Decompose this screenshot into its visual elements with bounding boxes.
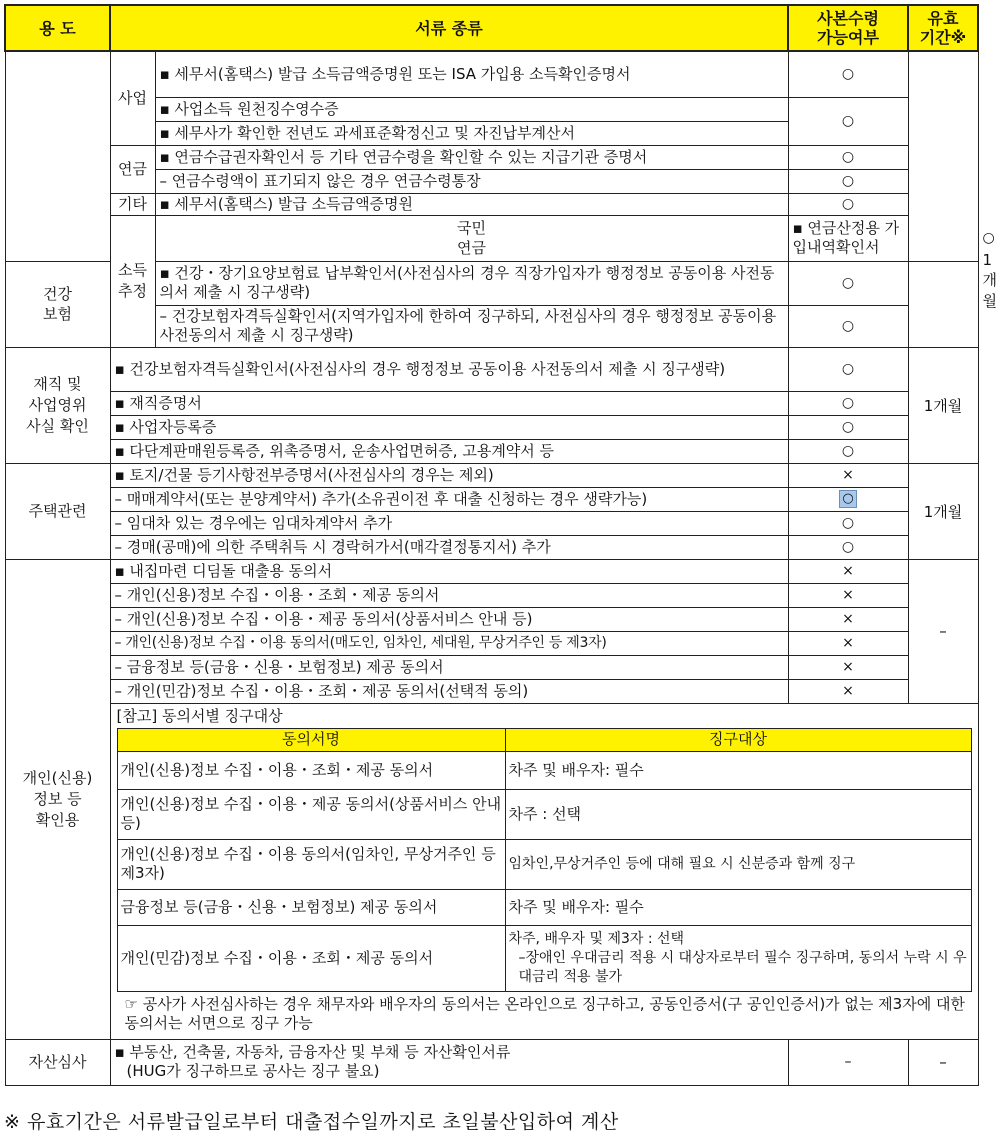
valid-period: 1개월 xyxy=(908,347,978,463)
table-row xyxy=(117,925,971,991)
required-documents-table xyxy=(4,4,997,1086)
copy-mark: ○ xyxy=(788,97,908,145)
header-docs: 서류 종류 xyxy=(110,5,788,51)
table-row xyxy=(5,703,978,1039)
valid-period: – xyxy=(908,1039,978,1085)
inner-header xyxy=(117,728,971,751)
table-row xyxy=(5,583,978,607)
copy-mark: ○ xyxy=(788,535,908,559)
consent-target: 차주 : 선택 xyxy=(505,789,971,839)
consent-name: 금융정보 등(금융・신용・보험정보) 제공 동의서 xyxy=(117,889,505,925)
table-row xyxy=(5,487,978,511)
header-copy: 사본수령 가능여부 xyxy=(788,5,908,51)
consent-name: 개인(신용)정보 수집・이용 동의서(임차인, 무상거주인 등 제3자) xyxy=(117,839,505,889)
doc-item: ▪ 사업자등록증 xyxy=(110,415,788,439)
doc-item: ▪ 세무서(홈택스) 발급 소득금액증명원 xyxy=(155,193,788,215)
category-employment: 재직 및 사업영위 사실 확인 xyxy=(5,347,110,463)
table-row xyxy=(5,193,978,215)
table-row xyxy=(5,535,978,559)
sub-other: 기타 xyxy=(110,193,155,215)
doc-item: – 임대차 있는 경우에는 임대차계약서 추가 xyxy=(110,511,788,535)
copy-mark: ○ xyxy=(788,169,908,193)
table-row xyxy=(5,439,978,463)
copy-mark: ○ xyxy=(788,347,908,391)
consent-target: 차주, 배우자 및 제3자 : 선택 –장애인 우대금리 적용 시 대상자로부터 필수 징구하며, 동의서 누락 시 우대금리 적용 불가 xyxy=(505,925,971,991)
copy-mark: ○ xyxy=(788,261,908,305)
consent-target-table xyxy=(117,728,972,992)
doc-item: – 개인(신용)정보 수집・이용・제공 동의서(상품서비스 안내 등) xyxy=(110,607,788,631)
table-row xyxy=(5,607,978,631)
copy-mark: × xyxy=(788,463,908,487)
doc-item: ▪ 연금수급권자확인서 등 기타 연금수령을 확인할 수 있는 지급기관 증명서 xyxy=(155,145,788,169)
consent-target: 차주 및 배우자: 필수 xyxy=(505,889,971,925)
table-row xyxy=(5,631,978,655)
copy-mark: – xyxy=(788,1039,908,1085)
consent-reference-box xyxy=(110,703,978,1039)
doc-item: – 개인(신용)정보 수집・이용 동의서(매도인, 임차인, 세대원, 무상거주인 등 제3자) xyxy=(110,631,788,655)
doc-item: ▪ 사업소득 원천징수영수증 xyxy=(155,97,788,121)
table-row: 소득추정 국민 연금 ▪ 연금산정용 가입내역확인서 ○ 1개월 xyxy=(5,215,978,261)
table-row xyxy=(117,789,971,839)
category-housing: 주택관련 xyxy=(5,463,110,559)
table-row xyxy=(5,145,978,169)
doc-item: – 매매계약서(또는 분양계약서) 추가(소유권이전 후 대출 신청하는 경우 생략가능) xyxy=(110,487,788,511)
doc-item: ▪ 세무서(홈택스) 발급 소득금액증명원 또는 ISA 가입용 소득확인증명서 xyxy=(155,51,788,97)
table-row xyxy=(5,1039,978,1085)
sub-pension: 연금 xyxy=(110,145,155,193)
category-income-proof xyxy=(5,51,110,261)
table-row xyxy=(5,559,978,583)
copy-mark: × xyxy=(788,655,908,679)
copy-mark: × xyxy=(788,631,908,655)
header-valid: 유효 기간※ xyxy=(908,5,978,51)
consent-target: 임차인,무상거주인 등에 대해 필요 시 신분증과 함께 징구 xyxy=(505,839,971,889)
reference-title: [참고] 동의서별 징구대상 xyxy=(116,706,283,725)
doc-item: ▪ 세무사가 확인한 전년도 과세표준확정신고 및 자진납부계산서 xyxy=(155,121,788,145)
valid-empty xyxy=(908,51,978,261)
table-row xyxy=(117,751,971,789)
copy-mark: × xyxy=(788,607,908,631)
table-row xyxy=(5,679,978,703)
doc-item: ▪ 토지/건물 등기사항전부증명서(사전심사의 경우는 제외) xyxy=(110,463,788,487)
table-header xyxy=(5,5,978,51)
doc-item: – 개인(신용)정보 수집・이용・조회・제공 동의서 xyxy=(110,583,788,607)
copy-mark: ○ xyxy=(788,145,908,169)
table-row xyxy=(117,889,971,925)
copy-mark: ○ xyxy=(788,415,908,439)
consent-name: 개인(신용)정보 수집・이용・제공 동의서(상품서비스 안내 등) xyxy=(117,789,505,839)
category-asset: 자산심사 xyxy=(5,1039,110,1085)
table-row xyxy=(5,391,978,415)
doc-item: – 연금수령액이 표기되지 않은 경우 연금수령통장 xyxy=(155,169,788,193)
doc-item: – 건강보험자격득실확인서(지역가입자에 한하여 징구하되, 사전심사의 경우 행정정보 공동이용 사전동의서 제출 시 징구생략) xyxy=(155,305,788,347)
copy-mark: ○ xyxy=(788,439,908,463)
bottom-note: ※ 유효기간은 서류발급일로부터 대출접수일까지로 초일불산입하여 계산 xyxy=(4,1111,619,1133)
inner-header-target: 징구대상 xyxy=(505,728,971,751)
table-row xyxy=(5,415,978,439)
table-row xyxy=(5,347,978,391)
doc-item: ▪ 다단계판매원등록증, 위촉증명서, 운송사업면허증, 고용계약서 등 xyxy=(110,439,788,463)
doc-item: ▪ 연금산정용 가입내역확인서 xyxy=(788,215,908,261)
table-row xyxy=(117,839,971,889)
table-row xyxy=(5,463,978,487)
category-income-estimate: 소득추정 xyxy=(110,215,155,347)
doc-item: – 금융정보 등(금융・신용・보험정보) 제공 동의서 xyxy=(110,655,788,679)
doc-item: ▪ 재직증명서 xyxy=(110,391,788,415)
sub-health-insurance: 건강 보험 xyxy=(5,261,110,347)
table-row xyxy=(5,655,978,679)
doc-item: ▪ 내집마련 디딤돌 대출용 동의서 xyxy=(110,559,788,583)
category-consent: 개인(신용) 정보 등 확인용 xyxy=(5,559,110,1039)
sub-business: 사업 xyxy=(110,51,155,145)
consent-name: 개인(신용)정보 수집・이용・조회・제공 동의서 xyxy=(117,751,505,789)
consent-footnote: ☞ 공사가 사전심사하는 경우 채무자와 배우자의 동의서는 온라인으로 징구하고, 공동인증서(구 공인인증서)가 없는 제3자에 대한 동의서는 서면으로 징구 가능 xyxy=(124,994,965,1032)
inner-header-name: 동의서명 xyxy=(117,728,505,751)
table-row xyxy=(5,51,978,97)
copy-mark: ○ xyxy=(788,193,908,215)
doc-item: – 경매(공매)에 의한 주택취득 시 경락허가서(매각결정통지서) 추가 xyxy=(110,535,788,559)
copy-mark: ○ xyxy=(788,391,908,415)
copy-mark: × xyxy=(788,583,908,607)
consent-target: 차주 및 배우자: 필수 xyxy=(505,751,971,789)
doc-item: ▪ 건강・장기요양보험료 납부확인서(사전심사의 경우 직장가입자가 행정정보 공동이용 사전동의서 제출 시 징구생략) xyxy=(155,261,788,305)
copy-mark: × xyxy=(788,679,908,703)
doc-item: – 개인(민감)정보 수집・이용・조회・제공 동의서(선택적 동의) xyxy=(110,679,788,703)
sub-national-pension: 국민 연금 xyxy=(155,215,788,261)
consent-name: 개인(민감)정보 수집・이용・조회・제공 동의서 xyxy=(117,925,505,991)
copy-mark: ○ xyxy=(788,305,908,347)
copy-mark: ○ xyxy=(788,511,908,535)
copy-mark: ○ xyxy=(788,51,908,97)
doc-item: ▪ 건강보험자격득실확인서(사전심사의 경우 행정정보 공동이용 사전동의서 제출 시 징구생략) xyxy=(110,347,788,391)
highlight-mark: ○ xyxy=(839,490,857,508)
header-use: 용 도 xyxy=(5,5,110,51)
doc-item: ▪ 부동산, 건축물, 자동차, 금융자산 및 부채 등 자산확인서류 (HUG가 징구하므로 공사는 징구 불요) xyxy=(110,1039,788,1085)
valid-period: – xyxy=(908,559,978,703)
copy-mark-highlighted xyxy=(788,487,908,511)
valid-period: 1개월 xyxy=(908,463,978,559)
copy-mark: × xyxy=(788,559,908,583)
table-row xyxy=(5,511,978,535)
